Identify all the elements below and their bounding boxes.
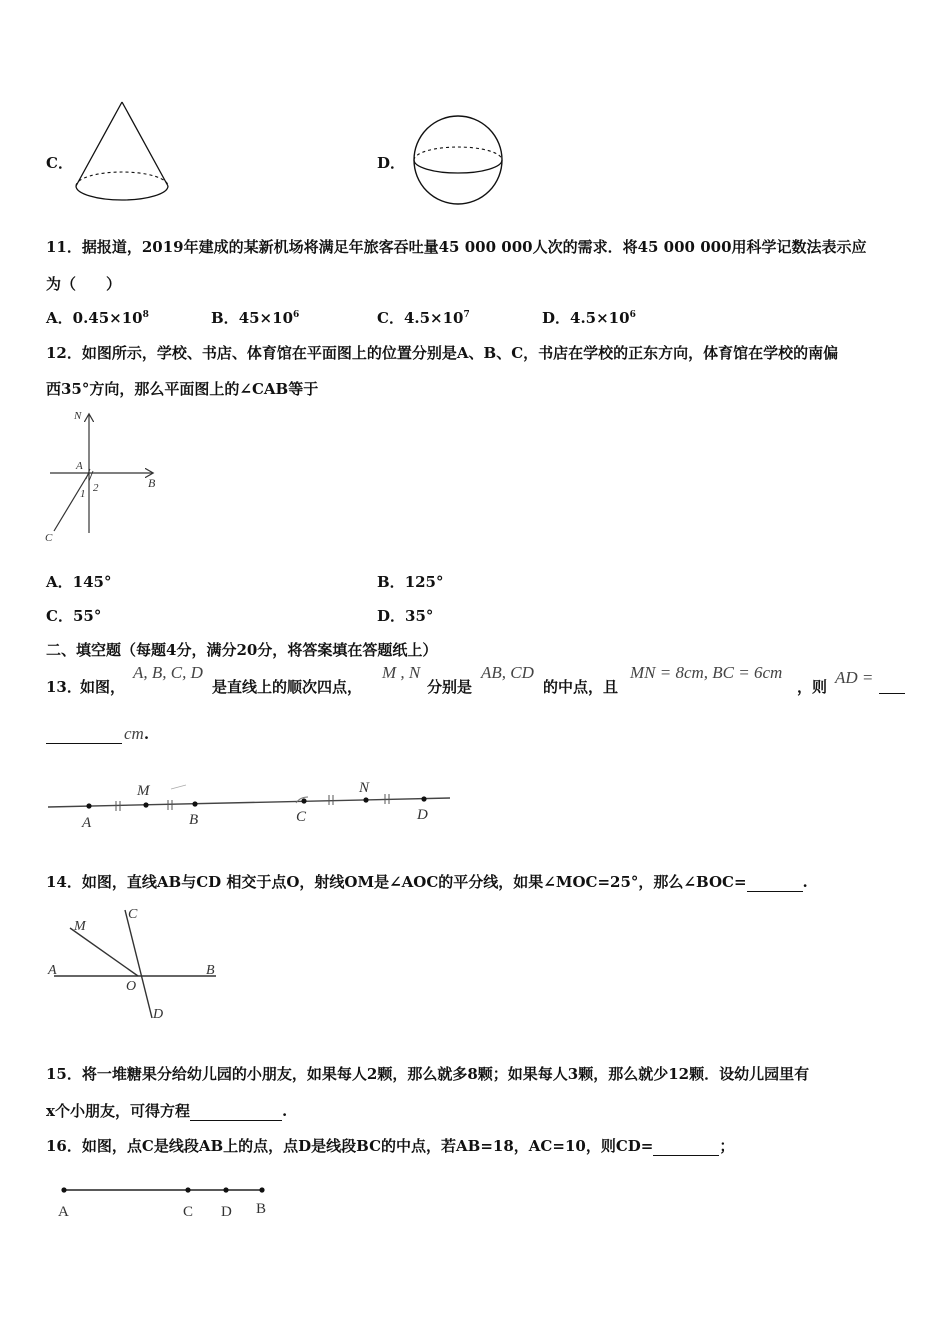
q16-label-d: D — [221, 1204, 232, 1220]
q12-question — [46, 342, 838, 363]
q15-line2: x个小朋友，可得方程 . — [46, 1102, 288, 1120]
q16-segment-figure — [52, 1178, 282, 1223]
q12-label-2: 2 — [93, 482, 99, 494]
q13-unit: cm — [124, 724, 144, 743]
q13-text-5: ，则 — [797, 678, 828, 696]
q11-text-line1: 据报道，2019年建成的某新机场将满足年旅客吞吐量45 000 000人次的需求．将45 000 000用科学记数法表示应 — [81, 238, 867, 256]
q13-answer-blank-part1 — [879, 676, 905, 694]
q16-label-a: A — [58, 1204, 69, 1220]
q13-label-a: A — [82, 815, 92, 831]
q13-label-m: M — [137, 783, 150, 799]
q12-label-b: B — [148, 476, 156, 490]
q12-label-1: 1 — [80, 488, 86, 500]
q13-label-n: N — [359, 780, 370, 796]
q15-number: 15． — [46, 1065, 82, 1083]
q12-compass-figure — [40, 405, 170, 545]
q13-math-ad: AD = — [835, 668, 874, 687]
q12-option-b: B．125° — [377, 573, 444, 591]
q11-option-b: B．$45\times 10^6$ — [211, 309, 300, 327]
q11-option-a: A．$0.45\times 10^8$ — [46, 309, 149, 327]
q14-question: 14．如图，直线AB与CD 相交于点O，射线OM是∠AOC的平分线，如果∠MOC=25°，那么∠BOC= . — [46, 873, 808, 891]
q14-label-c: C — [128, 907, 138, 922]
q12-text-line1: 如图所示，学校、书店、体育馆在平面图上的位置分别是A、B、C，书店在学校的正东方向，体育馆在学校的南偏 — [81, 344, 839, 362]
q12-label-n: N — [74, 410, 82, 422]
q12-option-c: C．55° — [46, 607, 102, 625]
q12-option-a: A．145° — [46, 573, 112, 591]
q15-text-line1: 将一堆糖果分给幼儿园的小朋友，如果每人2颗，那么就多8颗；如果每人3颗，那么就少12颗．设幼儿园里有 — [81, 1065, 810, 1083]
q16-text: 如图，点C是线段AB上的点，点D是线段BC的中点，若AB=18，AC=10，则CD= — [81, 1137, 654, 1155]
q14-label-o: O — [126, 979, 137, 994]
q13-line-figure — [46, 775, 456, 835]
q12-number: 12． — [46, 344, 82, 362]
q12-text-line2: 西35°方向，那么平面图上的∠CAB等于 — [46, 380, 319, 398]
q13-text-3: 分别是 — [427, 678, 473, 696]
q14-label-b: B — [206, 963, 215, 978]
q16-label-b: B — [256, 1201, 267, 1217]
q14-label-d: D — [153, 1007, 164, 1022]
q12-option-d: D．35° — [377, 607, 434, 625]
q13-math-mn: M , N — [382, 663, 421, 682]
q14-text: 如图，直线AB与CD 相交于点O，射线OM是∠AOC的平分线，如果∠MOC=25°，那么∠BOC= — [81, 873, 747, 891]
q12-label-c: C — [45, 532, 53, 544]
q11-option-c: C．$4.5\times 10^7$ — [377, 309, 470, 327]
sphere-figure — [410, 112, 506, 208]
section2-heading: 二、填空题（每题4分，满分20分，将答案填在答题纸上） — [46, 641, 438, 659]
q13-answer-line2: cm. — [46, 724, 149, 744]
q11-question — [46, 236, 867, 257]
q16-label-c: C — [183, 1204, 194, 1220]
q13-text-2: 是直线上的顺次四点， — [212, 678, 363, 696]
q16-number: 16． — [46, 1137, 82, 1155]
q13-number: 13． — [46, 678, 82, 696]
q13-label-d: D — [417, 807, 428, 823]
q14-number: 14． — [46, 873, 82, 891]
q12-label-a: A — [76, 460, 83, 472]
q13-answer-blank[interactable] — [46, 727, 122, 744]
q16-answer-blank[interactable] — [653, 1140, 719, 1156]
q14-label-m: M — [74, 919, 86, 934]
q15-text-line2: x个小朋友，可得方程 — [46, 1102, 190, 1120]
q10-option-c-label: C． — [46, 154, 73, 172]
q13-text-4: 的中点，且 — [543, 678, 619, 696]
q14-intersecting-lines-figure — [46, 900, 231, 1028]
q16-question: 16．如图，点C是线段AB上的点，点D是线段BC的中点，若AB=18，AC=10，则CD= ； — [46, 1137, 735, 1155]
q13-label-b: B — [189, 812, 199, 828]
q13-math-segments: AB, CD — [481, 663, 534, 682]
q11-number: 11． — [46, 238, 82, 256]
q13-math-points: A, B, C, D — [133, 663, 203, 682]
q14-answer-blank[interactable] — [747, 876, 803, 892]
q10-option-d-label: D． — [377, 154, 406, 172]
q13-label-c: C — [296, 809, 307, 825]
q11-text-line2: 为（ ） — [46, 275, 122, 293]
cone-figure — [70, 98, 180, 210]
q15-answer-blank[interactable] — [190, 1105, 282, 1121]
q11-option-d: D．$4.5\times 10^6$ — [542, 309, 636, 327]
q15-question — [46, 1063, 809, 1084]
q14-label-a: A — [48, 963, 57, 978]
q13-text-1: 如图， — [80, 678, 126, 696]
q13-math-lengths: MN = 8cm, BC = 6cm — [630, 663, 783, 682]
